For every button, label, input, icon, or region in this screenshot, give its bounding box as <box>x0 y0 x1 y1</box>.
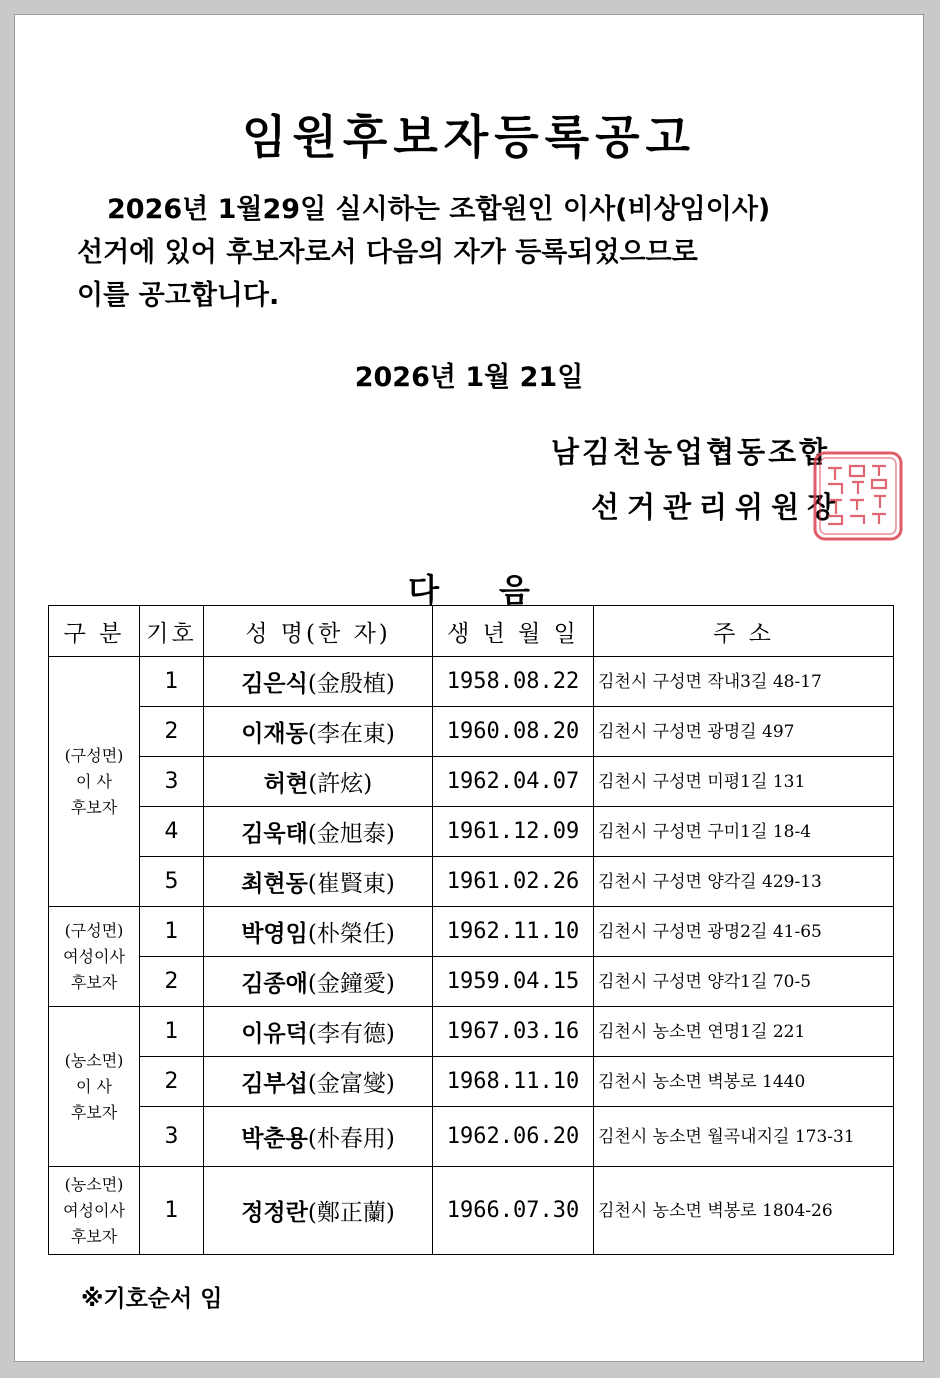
candidate-address: 김천시 구성면 작내3길 48-17 <box>594 657 894 707</box>
candidate-name-cell <box>204 907 433 957</box>
candidate-address: 김천시 농소면 벽봉로 1440 <box>594 1057 894 1107</box>
candidate-birthdate: 1966.07.30 <box>433 1167 594 1255</box>
header-name: 성 명(한 자) <box>204 606 433 657</box>
header-no: 기호 <box>140 606 204 657</box>
table-row <box>49 1107 894 1167</box>
table-row <box>49 1057 894 1107</box>
group-label-line: (구성면) <box>64 920 124 940</box>
candidate-number: 2 <box>140 957 204 1007</box>
candidate-birthdate: 1962.06.20 <box>433 1107 594 1167</box>
candidate-number: 4 <box>140 807 204 857</box>
candidate-number: 2 <box>140 1057 204 1107</box>
candidate-name: 박춘용 <box>241 1126 308 1152</box>
candidate-number: 5 <box>140 857 204 907</box>
candidate-hanja: (金殷植) <box>307 671 395 697</box>
issuer-chair: 선거관리위원장 <box>591 490 844 524</box>
candidate-name: 이유덕 <box>241 1021 308 1047</box>
section-heading: 다음 <box>408 571 590 609</box>
table-row <box>49 1167 894 1255</box>
candidate-address: 김천시 농소면 연명1길 221 <box>594 1007 894 1057</box>
notice-line-1: 2026년 1월29일 실시하는 조합원인 이사(비상임이사) <box>107 194 771 225</box>
group-label <box>49 907 140 1007</box>
table-row <box>49 957 894 1007</box>
candidate-birthdate: 1967.03.16 <box>433 1007 594 1057</box>
group-label-line: 후보자 <box>70 972 118 992</box>
candidate-name-cell <box>204 957 433 1007</box>
document-page <box>14 14 924 1362</box>
candidate-name-cell <box>204 807 433 857</box>
candidate-name-cell <box>204 857 433 907</box>
group-label <box>49 1007 140 1167</box>
candidate-name: 김부섭 <box>241 1071 308 1097</box>
candidate-address: 김천시 구성면 미평1길 131 <box>594 757 894 807</box>
notice-text <box>77 188 867 317</box>
candidate-name: 김종애 <box>241 971 308 997</box>
candidate-address: 김천시 농소면 벽봉로 1804-26 <box>594 1167 894 1255</box>
candidate-address: 김천시 구성면 광명2길 41-65 <box>594 907 894 957</box>
candidate-birthdate: 1959.04.15 <box>433 957 594 1007</box>
candidate-name-cell <box>204 657 433 707</box>
candidate-name: 정정란 <box>241 1200 308 1226</box>
candidate-number: 2 <box>140 707 204 757</box>
header-birth: 생 년 월 일 <box>433 606 594 657</box>
group-label <box>49 1167 140 1255</box>
candidate-table <box>48 605 894 1255</box>
candidate-hanja: (崔賢東) <box>307 871 395 897</box>
footnote: ※기호순서 임 <box>81 1286 223 1312</box>
candidate-table-body <box>49 657 894 1255</box>
candidate-hanja: (許炫) <box>308 771 373 797</box>
group-label-line: 여성이사 <box>63 1200 125 1220</box>
group-label-line: 여성이사 <box>63 946 125 966</box>
candidate-address: 김천시 구성면 구미1길 18-4 <box>594 807 894 857</box>
candidate-birthdate: 1961.12.09 <box>433 807 594 857</box>
candidate-name-cell <box>204 1107 433 1167</box>
candidate-number: 1 <box>140 1167 204 1255</box>
candidate-name-cell <box>204 757 433 807</box>
issuer-org: 남김천농업협동조합 <box>551 435 831 469</box>
candidate-name-cell <box>204 1057 433 1107</box>
candidate-name: 김욱태 <box>241 821 308 847</box>
header-address: 주 소 <box>594 606 894 657</box>
table-header-row <box>49 606 894 657</box>
candidate-number: 1 <box>140 657 204 707</box>
candidate-hanja: (朴春用) <box>307 1126 395 1152</box>
candidate-hanja: (鄭正蘭) <box>307 1200 395 1226</box>
candidate-hanja: (李有德) <box>307 1021 395 1047</box>
candidate-birthdate: 1958.08.22 <box>433 657 594 707</box>
group-label-line: (농소면) <box>64 1174 124 1194</box>
candidate-number: 1 <box>140 907 204 957</box>
document-title: 임원후보자등록공고 <box>242 110 696 164</box>
candidate-name: 김은식 <box>241 671 308 697</box>
candidate-birthdate: 1968.11.10 <box>433 1057 594 1107</box>
notice-date: 2026년 1월 21일 <box>354 362 584 393</box>
candidate-hanja: (朴榮任) <box>307 921 395 947</box>
notice-line-3: 이를 공고합니다. <box>77 280 280 311</box>
table-row <box>49 707 894 757</box>
table-row <box>49 857 894 907</box>
group-label-line: 이 사 <box>76 1076 112 1096</box>
group-label <box>49 657 140 907</box>
group-label-line: (농소면) <box>64 1050 124 1070</box>
group-label-line: 후보자 <box>70 797 118 817</box>
header-group: 구 분 <box>49 606 140 657</box>
candidate-name-cell <box>204 707 433 757</box>
notice-line-2: 선거에 있어 후보자로서 다음의 자가 등록되었으므로 <box>77 237 698 268</box>
table-row <box>49 657 894 707</box>
group-label-line: (구성면) <box>64 745 124 765</box>
candidate-name: 이재동 <box>241 721 308 747</box>
table-row <box>49 1007 894 1057</box>
candidate-hanja: (李在東) <box>307 721 395 747</box>
candidate-address: 김천시 구성면 광명길 497 <box>594 707 894 757</box>
candidate-name: 박영임 <box>241 921 308 947</box>
candidate-address: 김천시 구성면 양각1길 70-5 <box>594 957 894 1007</box>
candidate-address: 김천시 농소면 월곡내지길 173-31 <box>594 1107 894 1167</box>
candidate-birthdate: 1962.11.10 <box>433 907 594 957</box>
candidate-hanja: (金富燮) <box>307 1071 395 1097</box>
candidate-name: 최현동 <box>241 871 308 897</box>
candidate-birthdate: 1961.02.26 <box>433 857 594 907</box>
candidate-number: 3 <box>140 1107 204 1167</box>
group-label-line: 후보자 <box>70 1102 118 1122</box>
candidate-number: 3 <box>140 757 204 807</box>
candidate-birthdate: 1960.08.20 <box>433 707 594 757</box>
group-label-line: 이 사 <box>76 771 112 791</box>
table-row <box>49 757 894 807</box>
table-row <box>49 807 894 857</box>
group-label-line: 후보자 <box>70 1226 118 1246</box>
candidate-birthdate: 1962.04.07 <box>433 757 594 807</box>
candidate-hanja: (金旭泰) <box>307 821 395 847</box>
candidate-name-cell <box>204 1007 433 1057</box>
candidate-name: 허현 <box>263 771 309 797</box>
candidate-address: 김천시 구성면 양각길 429-13 <box>594 857 894 907</box>
table-row <box>49 907 894 957</box>
official-seal-icon <box>812 450 904 542</box>
candidate-name-cell <box>204 1167 433 1255</box>
candidate-hanja: (金鐘愛) <box>307 971 395 997</box>
candidate-number: 1 <box>140 1007 204 1057</box>
